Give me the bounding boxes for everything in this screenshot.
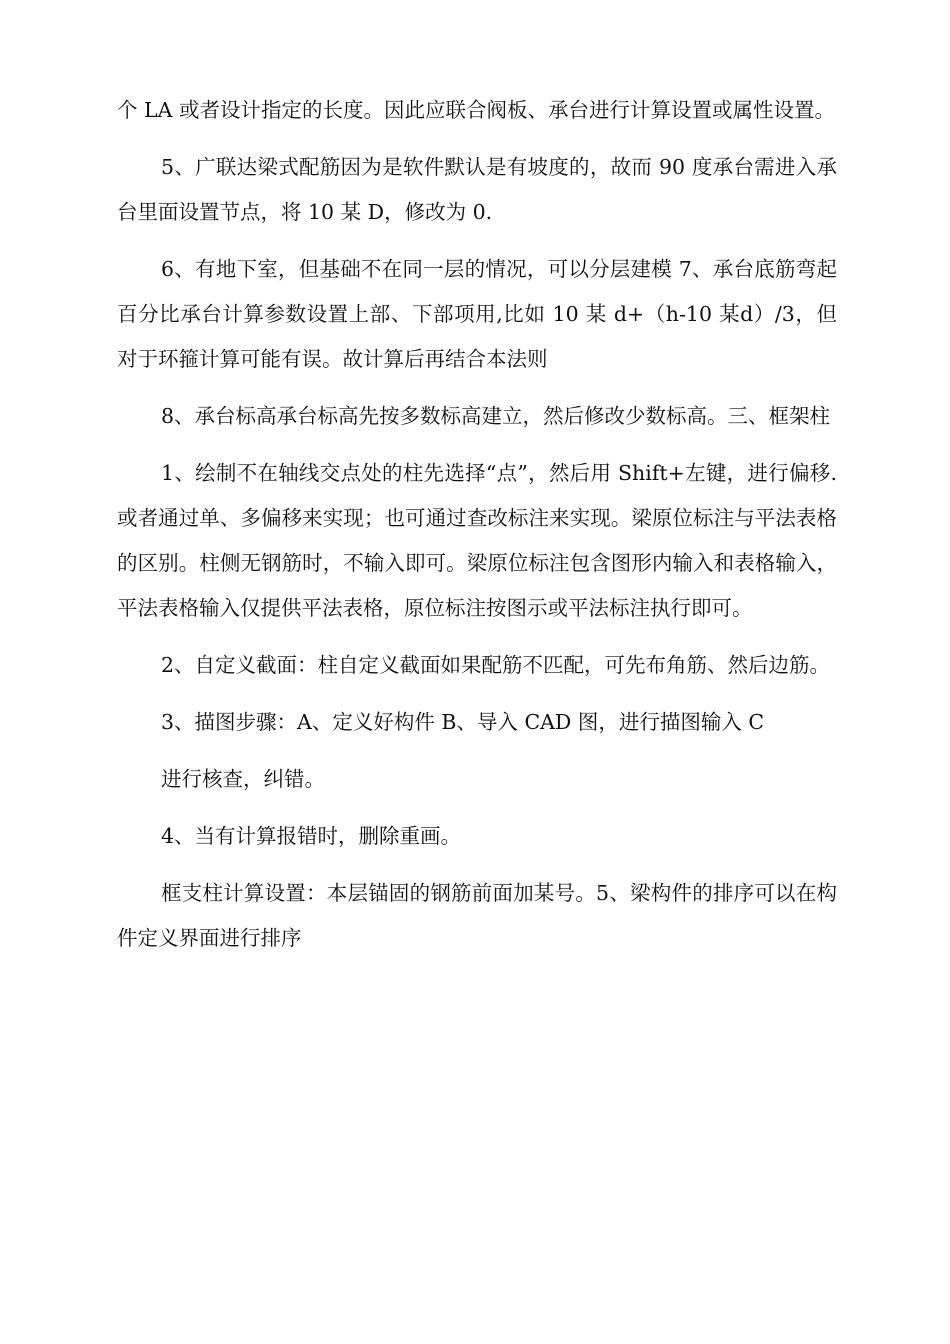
paragraph-1: 个 LA 或者设计指定的长度。因此应联合阀板、承台进行计算设置或属性设置。 [117, 98, 835, 122]
paragraph-9: 4、当有计算报错时，删除重画。 [161, 824, 462, 848]
paragraph-4: 8、承台标高承台标高先按多数标高建立，然后修改少数标高。三、框架柱 [161, 404, 831, 428]
paragraph-10: 框支柱计算设置：本层锚固的钢筋前面加某号。5、梁构件的排序可以在构件定义界面进行排序 [117, 881, 837, 950]
paragraph-6: 2、自定义截面：柱自定义截面如果配筋不匹配，可先布角筋、然后边筋。 [161, 653, 831, 677]
document-page [117, 88, 837, 973]
paragraph-8: 进行核查，纠错。 [161, 767, 325, 791]
paragraph-3: 6、有地下室，但基础不在同一层的情况，可以分层建模 7、承台底筋弯起百分比承台计算参数设置上部、下部项用,比如 10 某 d+（h-10 某d）/3，但对于环箍计算可能有误。故计算后再结合本法则 [117, 257, 837, 371]
paragraph-7: 3、描图步骤：A、定义好构件 B、导入 CAD 图，进行描图输入 C [161, 710, 765, 734]
paragraph-5: 1、绘制不在轴线交点处的柱先选择“点”，然后用 Shift+左键，进行偏移.或者通过单、多偏移来实现；也可通过查改标注来实现。梁原位标注与平法表格的区别。柱侧无钢筋时，不输入即可。梁原位标注包含图形内输入和表格输入，平法表格输入仅提供平法表格，原位标注按图示或平法标注执行即可。 [117, 461, 837, 620]
paragraph-2: 5、广联达梁式配筋因为是软件默认是有坡度的，故而 90 度承台需进入承台里面设置节点，将 10 某 D，修改为 0. [117, 155, 837, 224]
